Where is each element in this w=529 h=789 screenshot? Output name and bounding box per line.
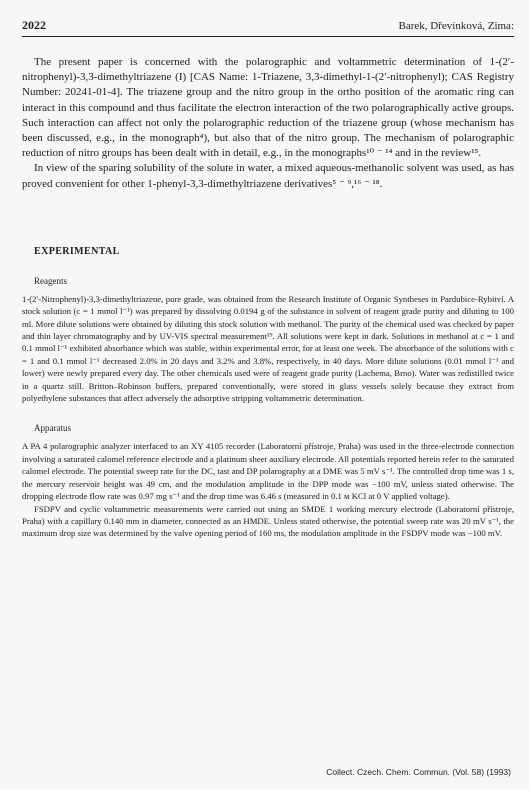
apparatus-paragraph-2: FSDPV and cyclic voltammetric measurements were carried out using an SMDE 1 working mercury electrode (Laboratorní přístroje, Praha) with a capillary 0.140 mm in diameter, connected as an HMDE. Unless stated otherwise, the potential sweep rate was 20 mV s⁻¹, the maximum drop size was determined by the valve opening period of 160 ms, the modulation amplitude in the FSDPV mode was −100 mV. — [22, 503, 514, 539]
apparatus-paragraph-1: A PA 4 polarographic analyzer interfaced to an XY 4105 recorder (Laboratorní přístroje, Praha) was used in the three-electrode connection involving a saturated calomel reference electrode and a platinum sheet auxiliary electrode. All potentials reported herein refer to the saturated calomel electrode. The potential sweep rate for the DC, tast and DP polarography at a DME was 5 mV s⁻¹. The controlled drop time was 1 s, the mercury reservoir height was 49 cm, and the modulation amplitude in the DPP mode was −100 mV, unless stated otherwise. The dropping electrode flow rate was 0.97 mg s⁻¹ and the drop time was 6.46 s (measured in 0.1 м KCl at 0 V applied voltage). — [22, 441, 514, 502]
page-number: 2022 — [22, 18, 46, 32]
running-authors: Barek, Dřevínková, Zima: — [398, 20, 514, 32]
section-heading-experimental: EXPERIMENTAL — [34, 245, 120, 257]
journal-page — [22, 18, 514, 540]
intro-paragraph-1: The present paper is concerned with the polarographic and voltammetric determination of 1-(2′-nitrophenyl)-3,3-dimethyltriazene (I) [CAS Name: 1-Triazene, 3,3-dimethyl-1-(2′-nitrophenyl); CAS Registry Number: 20241-01-4]. The triazene group and the nitro group in the ortho position of the aromatic ring can interact in this compound and thus facilitate the electron interaction of the two polarographically active groups. Such interaction can affect not only the polarographic reduction of the triazene group (whose mechanism has been discussed, e.g., in the monograph⁴), but also that of the nitro group. The mechanism of polarographic reduction of nitro groups has been dealt with in detail, e.g., in the monographs¹⁰ ⁻ ¹⁴ and in the review¹⁵. — [22, 56, 514, 160]
subheading-reagents: Reagents — [34, 275, 67, 286]
page-header — [22, 18, 514, 37]
reagents-paragraph: 1-(2′-Nitrophenyl)-3,3-dimethyltriazene, pure grade, was obtained from the Research Institute of Organic Syntheses in Pardubice-Rybitví. A stock solution (c = 1 mmol l⁻¹) was prepared by dissolving 0.0194 g of the substance in solvent of reagent grade purity and diluting to 100 ml. More dilute solutions were obtained by diluting this stock solution with methanol. The purity of the chemical used was checked by paper and thin layer chromatography and by UV-VIS spectral measurement¹⁹. All solutions were kept in dark. Solutions in methanol at c = 1 and 0.1 mmol l⁻¹ exhibited absorbance which was stable, within experimental error, for at least one week. The absorbance of the solutions with c = 1 and 0.1 mmol l⁻¹ decreased 2.0% in 20 days and 3.2% and 3.8%, respectively, in 40 days. More dilute solutions (0.01 mmol l⁻¹ and lower) were newly prepared every day. The other chemicals used were of reagent grade purity (Lachema, Brno). Water was redistilled twice in a quartz still. Britton–Robinson buffers, prepared conventionally, were stored in glass vessels solely because they extract from polyethylene substances that affect adversely the adsorptive stripping voltammetric determination. — [22, 293, 514, 404]
subheading-apparatus: Apparatus — [34, 423, 71, 434]
page-footer-citation: Collect. Czech. Chem. Commun. (Vol. 58) (1993) — [326, 767, 511, 777]
intro-paragraph-2: In view of the sparing solubility of the solute in water, a mixed aqueous-methanolic solvent was used, as has proved convenient for other 1-phenyl-3,3-dimethyltriazene derivatives⁵ ⁻ ⁹,¹⁶ ⁻ ¹⁸. — [22, 162, 514, 190]
